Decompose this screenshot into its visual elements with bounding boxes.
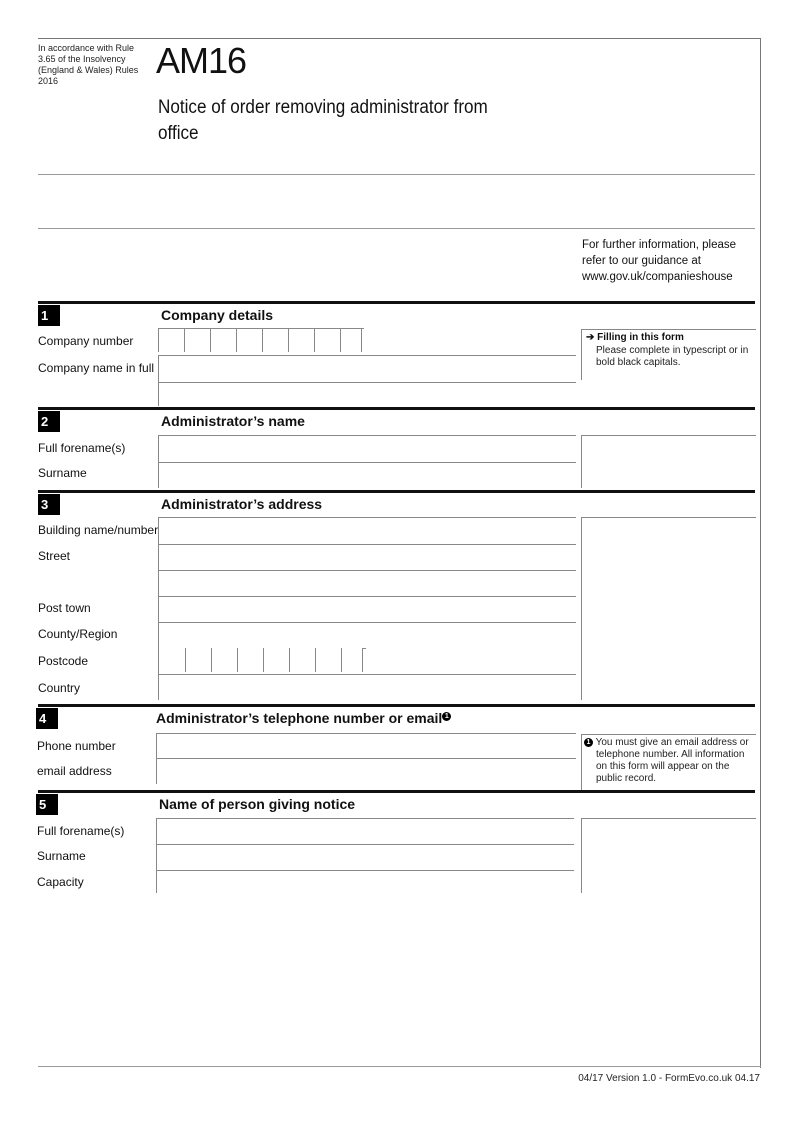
section-title: Company details <box>161 307 274 323</box>
section-number: 4 <box>36 708 58 729</box>
giver-forename-label: Full forename(s) <box>37 824 125 838</box>
form-title-line: office <box>158 123 199 144</box>
note-line: public record. <box>596 773 657 784</box>
note-box <box>581 734 756 791</box>
section-number: 2 <box>38 411 60 432</box>
field-separator <box>157 758 576 759</box>
note-title <box>586 332 684 343</box>
section-bar <box>38 704 755 707</box>
rule-line: 2016 <box>38 76 59 86</box>
field-separator <box>159 544 576 545</box>
street-label: Street <box>38 549 71 563</box>
section-title <box>156 710 451 726</box>
guidance-line: For further information, please <box>582 239 737 251</box>
guidance-line[interactable]: www.gov.uk/companieshouse <box>582 271 733 283</box>
note-line: bold black capitals. <box>596 357 681 368</box>
note-text <box>584 737 756 785</box>
char-box[interactable] <box>184 328 206 352</box>
email-label: email address <box>37 764 112 778</box>
company-name-label: Company name in full <box>38 361 155 375</box>
char-box[interactable] <box>185 648 207 672</box>
section-number: 5 <box>36 794 58 815</box>
info-marker-icon: 1 <box>442 712 451 721</box>
char-box[interactable] <box>262 328 284 352</box>
char-box[interactable] <box>341 648 363 672</box>
company-number-field[interactable] <box>158 328 368 353</box>
section-bar <box>38 790 755 793</box>
giver-surname-label: Surname <box>37 849 86 863</box>
note-line: telephone number. All information <box>596 749 745 760</box>
footer-divider <box>38 1066 761 1067</box>
admin-forename-label: Full forename(s) <box>38 441 126 455</box>
field-separator <box>159 462 576 463</box>
char-box[interactable] <box>314 328 336 352</box>
note-text <box>596 345 756 369</box>
rule-line: In accordance with Rule <box>38 43 135 53</box>
guidance-text <box>582 237 736 285</box>
post-town-label: Post town <box>38 601 91 615</box>
char-box[interactable] <box>289 648 311 672</box>
giver-fields[interactable] <box>156 818 574 893</box>
field-separator <box>159 622 576 623</box>
divider <box>38 174 755 175</box>
contact-fields[interactable] <box>156 733 576 784</box>
company-name-field[interactable] <box>158 355 576 406</box>
section-title: Administrator’s name <box>161 413 305 429</box>
section-number: 1 <box>38 305 60 326</box>
county-label: County/Region <box>38 627 118 641</box>
country-label: Country <box>38 681 81 695</box>
char-box[interactable] <box>340 328 362 352</box>
field-separator <box>157 870 574 871</box>
info-marker-icon: 1 <box>584 738 593 747</box>
field-separator <box>159 596 576 597</box>
section-title: Name of person giving notice <box>159 796 356 812</box>
rule-reference <box>38 43 138 87</box>
note-title-text: Filling in this form <box>597 332 684 343</box>
note-line: on this form will appear on the <box>596 761 730 772</box>
char-box[interactable] <box>210 328 232 352</box>
section-title-text: Administrator’s telephone number or email <box>156 710 443 726</box>
page-frame-right <box>760 38 761 1068</box>
note-box <box>581 329 756 380</box>
section-bar <box>38 407 755 410</box>
company-number-label: Company number <box>38 334 134 348</box>
footer-version: 04/17 Version 1.0 - FormEvo.co.uk 04.17 <box>578 1073 760 1084</box>
form-code: AM16 <box>156 40 247 81</box>
divider <box>38 228 755 229</box>
section-bar <box>38 301 755 304</box>
char-box[interactable] <box>315 648 337 672</box>
note-line: You must give an email address or <box>595 737 749 748</box>
note-box <box>581 435 756 488</box>
section-title: Administrator’s address <box>161 496 323 512</box>
note-line: Please complete in typescript or in <box>596 345 749 356</box>
section-number: 3 <box>38 494 60 515</box>
note-box <box>581 818 756 893</box>
field-separator <box>159 674 576 675</box>
char-box[interactable] <box>237 648 259 672</box>
admin-surname-label: Surname <box>38 466 87 480</box>
phone-label: Phone number <box>37 739 116 753</box>
admin-name-fields[interactable] <box>158 435 576 488</box>
address-fields[interactable] <box>158 517 576 700</box>
char-box[interactable] <box>288 328 310 352</box>
capacity-label: Capacity <box>37 875 84 889</box>
char-box[interactable] <box>236 328 258 352</box>
form-title-line: Notice of order removing administrator from <box>158 97 488 118</box>
char-box[interactable] <box>263 648 285 672</box>
form-title <box>158 95 536 147</box>
postcode-field[interactable] <box>159 648 363 673</box>
building-label: Building name/number <box>38 523 159 537</box>
char-box[interactable] <box>158 328 180 352</box>
postcode-label: Postcode <box>38 654 89 668</box>
rule-line: 3.65 of the Insolvency <box>38 54 126 64</box>
note-box <box>581 517 756 700</box>
char-box[interactable] <box>159 648 181 672</box>
guidance-line: refer to our guidance at <box>582 255 701 267</box>
section-bar <box>38 490 755 493</box>
rule-line: (England & Wales) Rules <box>38 65 139 75</box>
field-separator <box>159 570 576 571</box>
field-separator <box>157 844 574 845</box>
char-box[interactable] <box>211 648 233 672</box>
arrow-icon: ➔ <box>586 332 595 343</box>
page-frame-top <box>38 38 761 39</box>
